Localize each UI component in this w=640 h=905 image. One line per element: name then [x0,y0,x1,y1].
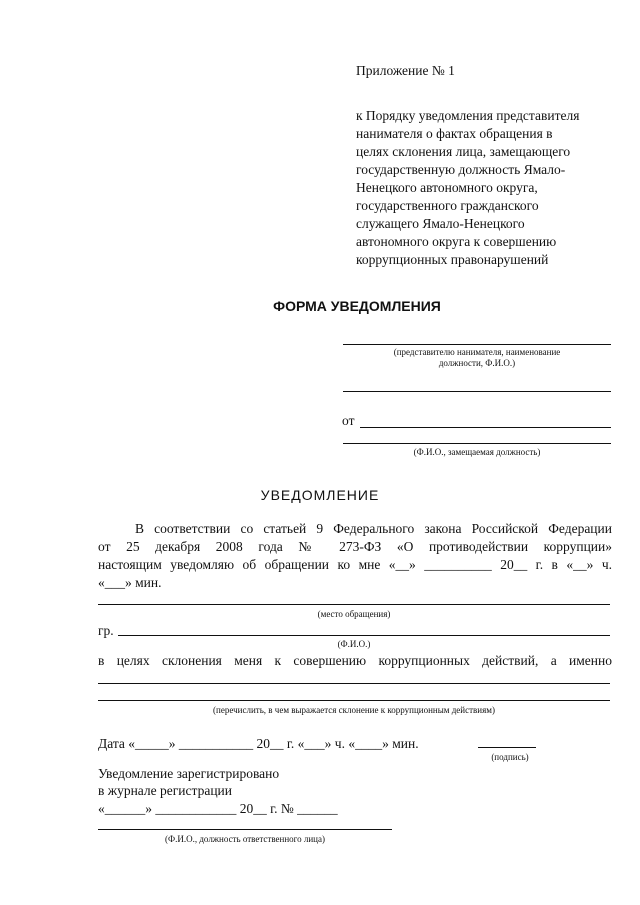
purpose-line-1 [98,683,610,684]
form-title: ФОРМА УВЕДОМЛЕНИЯ [273,298,441,314]
appendix-line: нанимателя о фактах обращения в [356,126,553,141]
citizen-label: гр. [98,623,114,638]
appendix-line: к Порядку уведомления представителя [356,108,580,123]
signature-line [478,747,536,748]
list-caption: (перечислить, в чем выражается склонение к коррупционным действиям) [213,705,495,715]
place-caption: (место обращения) [317,609,391,619]
employer-caption-2: должности, Ф.И.О.) [438,358,516,368]
appendix-line: Ненецкого автономного округа, [356,180,538,195]
signature-caption: (подпись) [491,752,529,762]
citizen-caption: (Ф.И.О.) [337,639,371,649]
employer-caption-1: (представителю нанимателя, наименование [393,347,561,357]
appendix-line: служащего Ямало-Ненецкого [356,216,525,231]
place-line [98,604,610,605]
employer-line-2 [343,391,611,392]
appendix-line: государственного гражданского [356,198,539,213]
date-line: Дата «_____» ___________ 20__ г. «___» ч. «____» мин. [98,736,419,751]
registered-text-2: в журнале регистрации [98,783,232,798]
notice-title: УВЕДОМЛЕНИЕ [260,487,380,503]
purpose-text: в целях склонения меня к совершению коррупционных действий, а именно [98,653,612,668]
appendix-line: государственную должность Ямало- [356,162,566,177]
registered-text-1: Уведомление зарегистрировано [98,766,280,781]
citizen-line [118,635,610,636]
appendix-title: Приложение № 1 [356,63,455,78]
appendix-line: автономного округа к совершению [356,234,557,249]
appendix-line: целях склонения лица, замещающего [356,144,571,159]
fio-caption: (Ф.И.О., замещаемая должность) [413,447,541,457]
registry-line: «______» ____________ 20__ г. № ______ [98,801,338,816]
notice-paragraph [98,520,612,592]
para-line: «___» мин. [98,575,162,590]
official-line [98,829,392,830]
from-label: от [342,413,355,428]
from-line-2 [343,443,611,444]
purpose-line-2 [98,700,610,701]
appendix-text [356,107,626,269]
para-line: от 25 декабря 2008 года № 273-ФЗ «О противодействии коррупции» [98,539,612,554]
employer-line [343,344,611,345]
para-line: настоящим уведомляю об обращении ко мне «__» __________ 20__ г. в «__» ч. [98,557,612,572]
para-line: В соответствии со статьей 9 Федерального закона Российской Федерации [135,521,612,536]
official-caption: (Ф.И.О., должность ответственного лица) [165,834,325,844]
from-line [360,427,611,428]
appendix-line: коррупционных правонарушений [356,252,549,267]
